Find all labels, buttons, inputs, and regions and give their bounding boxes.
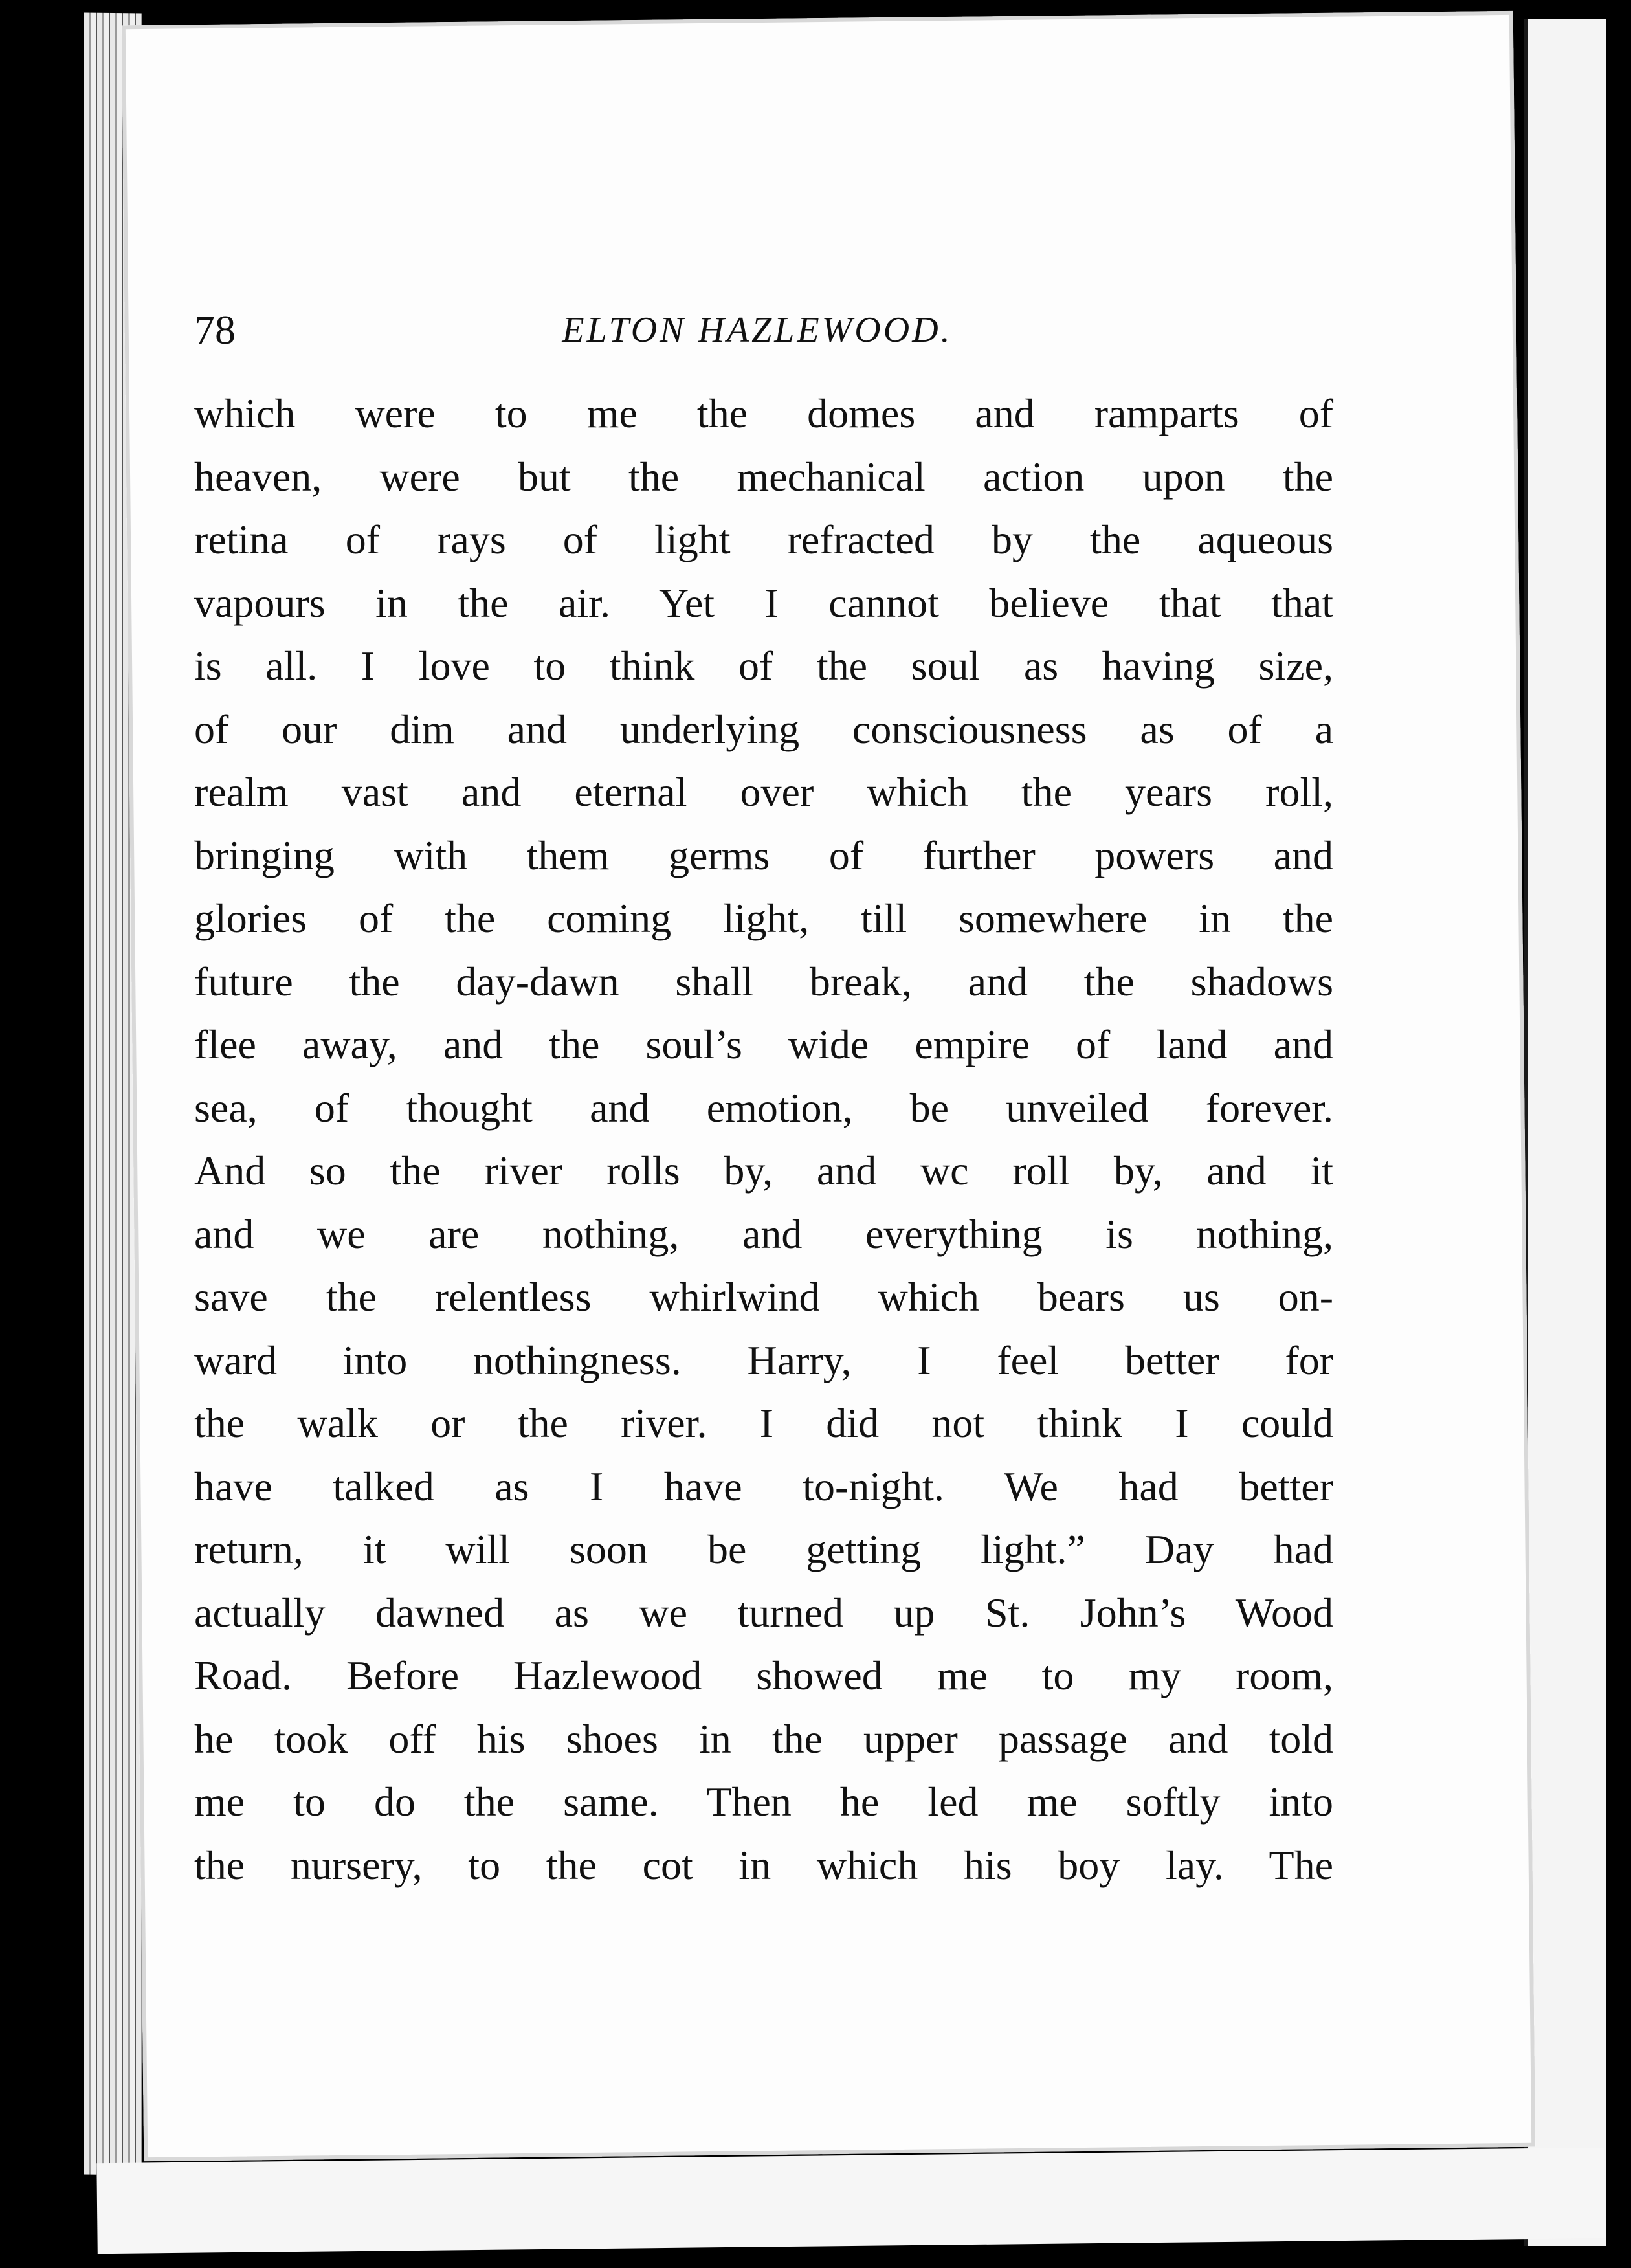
text-line: he took off his shoes in the upper passage and told [194,1715,1333,1762]
text-line: bringing with them germs of further powers and [194,832,1333,878]
text-line: and we are nothing, and everything is nothing, [194,1210,1333,1257]
text-line: Road. Before Hazlewood showed me to my room, [194,1652,1333,1698]
facing-page-edge [1524,19,1606,2246]
text-line: the walk or the river. I did not think I could [194,1400,1333,1446]
body-text [194,382,1333,1896]
text-line: flee away, and the soul’s wide empire of land and [194,1021,1333,1067]
text-line: return, it will soon be getting light.” Day had [194,1526,1333,1572]
text-line: vapours in the air. Yet I cannot believe that that [194,579,1333,626]
text-line: which were to me the domes and ramparts of [194,390,1333,436]
text-line: And so the river rolls by, and wc roll by, and it [194,1148,1333,1194]
text-line: me to do the same. Then he led me softly into [194,1779,1333,1825]
page-bottom-margin [96,2148,1605,2254]
text-line: sea, of thought and emotion, be unveiled forever. [194,1084,1333,1131]
page-number: 78 [194,307,236,353]
text-line: is all. I love to think of the soul as having size, [194,643,1333,689]
text-line: retina of rays of light refracted by the aqueous [194,517,1333,562]
text-line: the nursery, to the cot in which his boy lay. The [194,1841,1333,1888]
text-line: heaven, were but the mechanical action upon the [194,453,1333,500]
page-header [194,301,1320,359]
text-line: future the day-dawn shall break, and the shadows [194,958,1333,1005]
text-line: have talked as I have to-night. We had better [194,1463,1333,1509]
text-line: realm vast and eternal over which the years roll, [194,769,1333,815]
text-line: save the relentless whirlwind which bears us on- [194,1274,1333,1320]
text-line: ward into nothingness. Harry, I feel better for [194,1337,1333,1383]
running-head: ELTON HAZLEWOOD. [562,310,953,350]
text-line: of our dim and underlying consciousness as of a [194,706,1333,752]
text-line: actually dawned as we turned up St. John’s Wood [194,1589,1333,1636]
text-line: glories of the coming light, till somewhere in the [194,895,1333,941]
